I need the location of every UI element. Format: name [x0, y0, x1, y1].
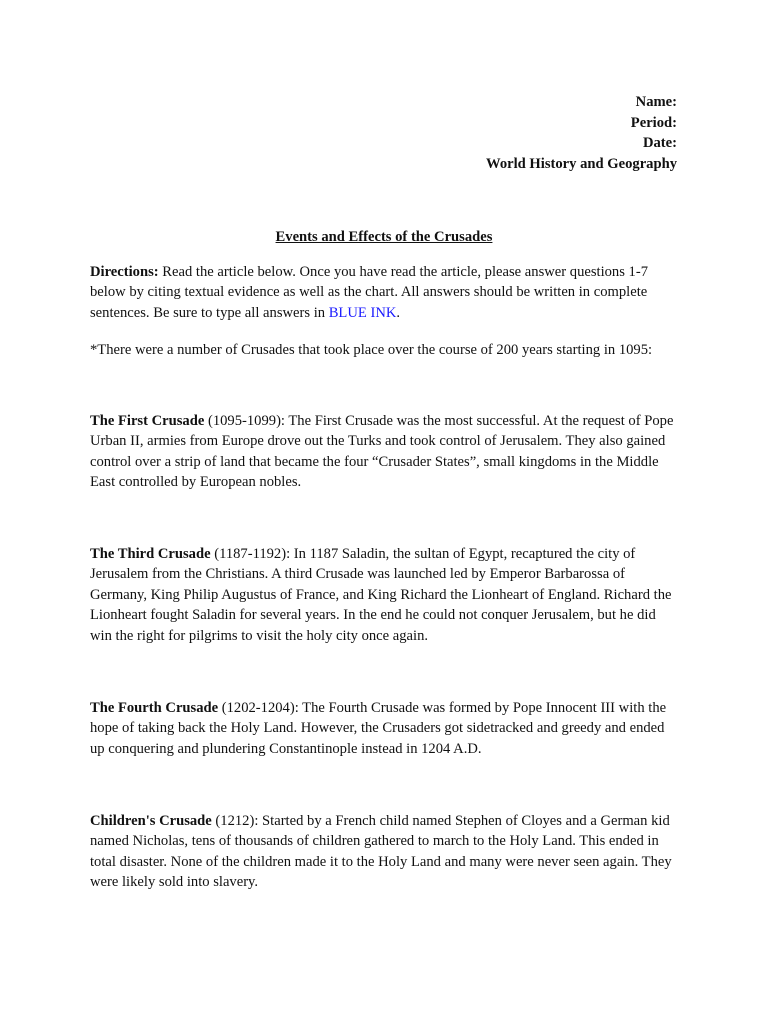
- directions-paragraph: [90, 262, 680, 323]
- directions-label: Directions:: [90, 264, 159, 280]
- blue-ink-text: BLUE INK: [328, 304, 397, 321]
- directions-text: Read the article below. Once you have read the article, please answer questions 1-7 below by citing textual evidence as well as the chart. All answers should be written in complete sentences. Be sure to type all answers in: [90, 264, 649, 321]
- section-third-crusade: [90, 544, 680, 646]
- document-title: [0, 227, 768, 247]
- section-title: The Fourth Crusade: [90, 700, 219, 716]
- section-text: (1187-1192): In 1187 Saladin, the sultan of Egypt, recaptured the city of Jerusalem from the Christians. A third Crusade was launched led by Emperor Barbarossa of Germany, King Philip Augustus of France, and King Richard the Lionheart of England. Richard the Lionheart fought Saladin for several years. In the end he could not conquer Jerusalem, but he did win the right for pilgrims to visit the holy city once again.: [90, 546, 672, 644]
- period-label: Period:: [630, 114, 677, 131]
- section-text: (1095-1099): The First Crusade was the most successful. At the request of Pope Urban II, armies from Europe drove out the Turks and took control of Jerusalem. They also gained control over a strip of land that became the four “Crusader States”, small kingdoms in the Middle East controlled by European nobles.: [90, 413, 674, 491]
- section-title: The Third Crusade: [90, 546, 211, 562]
- document-title-text: Events and Effects of the Crusades: [275, 229, 493, 245]
- section-text: (1202-1204): The Fourth Crusade was formed by Pope Innocent III with the hope of taking back the Holy Land. However, the Crusaders got sidetracked and greedy and ended up conquering and plundering Constantinople instead in 1204 A.D.: [90, 700, 667, 757]
- section-text: (1212): Started by a French child named Stephen of Cloyes and a German kid named Nicholas, tens of thousands of children gathered to march to the Holy Land. This ended in total disaster. None of the children made it to the Holy Land and many were never seen again. They were likely sold into slavery.: [90, 813, 672, 891]
- intro-note: *There were a number of Crusades that took place over the course of 200 years starting in 1095:: [90, 342, 653, 358]
- date-label: Date:: [642, 135, 677, 151]
- section-childrens-crusade: [90, 811, 680, 893]
- section-fourth-crusade: [90, 698, 680, 759]
- section-title: Children's Crusade: [90, 813, 212, 829]
- course-title: World History and Geography: [486, 155, 677, 172]
- header-block: [486, 92, 677, 174]
- section-first-crusade: [90, 411, 680, 493]
- section-title: The First Crusade: [90, 413, 205, 429]
- directions-end: .: [396, 304, 401, 321]
- name-label: Name:: [635, 94, 677, 110]
